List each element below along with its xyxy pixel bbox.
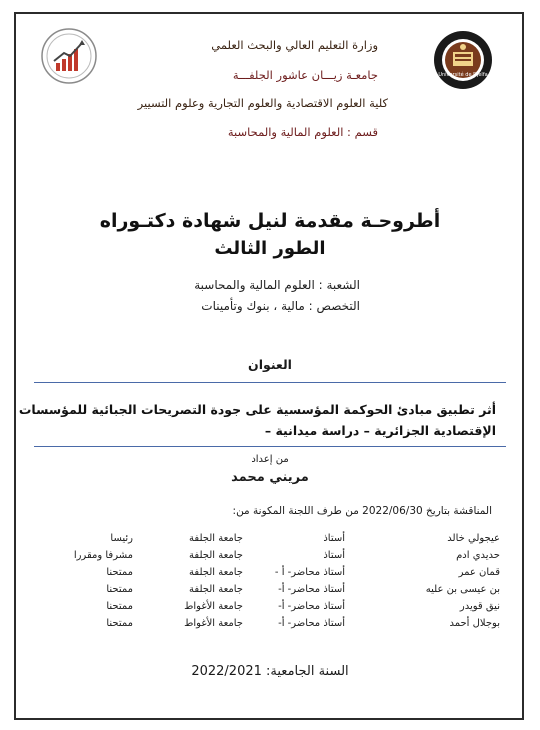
branch-field: الشعبة : العلوم المالية والمحاسبة bbox=[194, 278, 360, 292]
jury-university: جامعة الأغواط bbox=[184, 618, 243, 629]
subject-line-2: الإقتصادية الجزائرية – دراسة ميدانية – bbox=[264, 423, 496, 438]
jury-role: ممتحنا bbox=[106, 584, 133, 595]
jury-role: ممتحنا bbox=[106, 618, 133, 629]
jury-rank: أستاذ bbox=[323, 550, 345, 561]
jury-university: جامعة الجلفة bbox=[189, 567, 243, 578]
jury-row bbox=[40, 601, 500, 617]
jury-row bbox=[40, 550, 500, 566]
jury-rank: أستاذ محاضر- أ- bbox=[278, 618, 345, 629]
jury-row bbox=[40, 533, 500, 549]
jury-university: جامعة الأغواط bbox=[184, 601, 243, 612]
jury-role: رئيسا bbox=[110, 533, 133, 544]
faculty-logo bbox=[40, 27, 98, 85]
university-logo bbox=[433, 30, 493, 90]
specialty-field: التخصص : مالية ، بنوك وتأمينات bbox=[201, 299, 360, 313]
university-name: جامعـة زيـــان عاشور الجلفـــة bbox=[232, 68, 378, 82]
ministry-name: وزارة التعليم العالي والبحث العلمي bbox=[211, 38, 378, 52]
prepared-by-label: من إعداد bbox=[251, 454, 289, 465]
jury-university: جامعة الجلفة bbox=[189, 550, 243, 561]
jury-row bbox=[40, 618, 500, 634]
department-name: قسم : العلوم المالية والمحاسبة bbox=[227, 125, 378, 139]
jury-role: ممتحنا bbox=[106, 601, 133, 612]
jury-university: جامعة الجلفة bbox=[189, 584, 243, 595]
faculty-name: كلية العلوم الاقتصادية والعلوم التجارية وعلوم التسيير bbox=[137, 96, 388, 110]
thesis-cycle: الطور الثالث bbox=[214, 238, 326, 259]
jury-name: بن عيسى بن عليه bbox=[425, 584, 500, 595]
jury-rank: أستاذ محاضر- أ - bbox=[274, 567, 345, 578]
subject-top-rule bbox=[34, 382, 506, 383]
subject-bottom-rule bbox=[34, 446, 506, 447]
subject-label: العنوان bbox=[248, 357, 292, 372]
defense-statement: المناقشة بتاريخ 2022/06/30 من طرف اللجنة المكونة من: bbox=[232, 505, 492, 517]
subject-line-1: أثر تطبيق مبادئ الحوكمة المؤسسية على جودة التصريحات الجبائية للمؤسسات bbox=[18, 402, 496, 417]
jury-name: بوجلال أحمد bbox=[449, 618, 500, 629]
thesis-title: أطروحـة مقدمة لنيل شهادة دكتـوراه bbox=[99, 210, 441, 232]
jury-role: مشرفا ومقررا bbox=[73, 550, 133, 561]
jury-name: قمان عمر bbox=[458, 567, 500, 578]
jury-rank: أستاذ محاضر- أ- bbox=[278, 584, 345, 595]
jury-role: ممتحنا bbox=[106, 567, 133, 578]
jury-row bbox=[40, 567, 500, 583]
university-logo-text: Université de Djelfa bbox=[438, 72, 488, 78]
academic-year: السنة الجامعية: 2022/2021 bbox=[191, 664, 349, 679]
jury-rank: أستاذ bbox=[323, 533, 345, 544]
jury-row bbox=[40, 584, 500, 600]
jury-rank: أستاذ محاضر- أ- bbox=[278, 601, 345, 612]
jury-name: حديدي ادم bbox=[456, 550, 500, 561]
author-name: مريني محمد bbox=[231, 470, 309, 485]
jury-name: نيق قويدر bbox=[459, 601, 500, 612]
jury-university: جامعة الجلفة bbox=[189, 533, 243, 544]
jury-name: عيجولي خالد bbox=[447, 533, 500, 544]
